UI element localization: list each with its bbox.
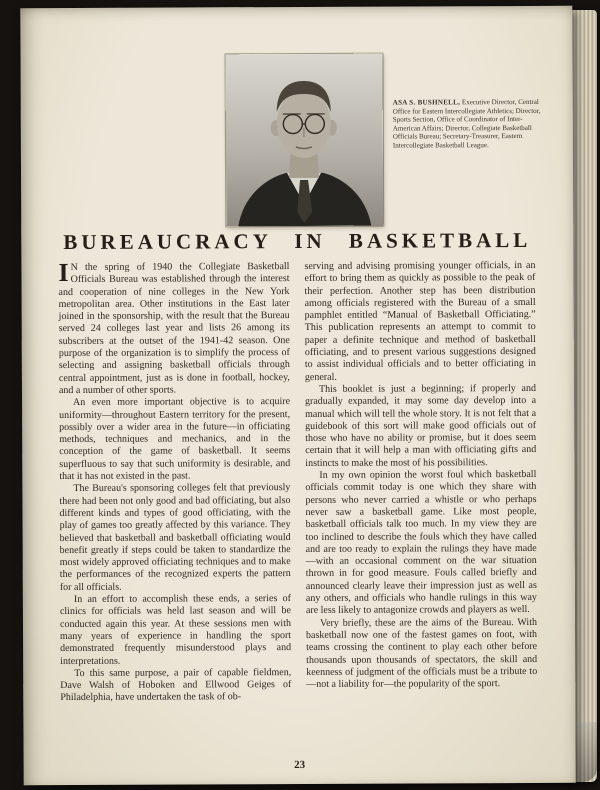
paragraph: In my own opinion the worst foul which basketball officials commit today is one which they share with persons who never carried a whistle or who perhaps never saw a basketball game. Like most people, basketball officials talk too much. In my view they are too inclined to describe the fouls which they have called and are too ready to explain the rulings they have made—with an occasional comment on the war situation thrown in for good measure. Fouls called briefly and announced clearly leave their impression just as well as any others, and officials who handle rulings in this way are less likely to antagonize crowds and players as well. — [305, 469, 537, 617]
paragraph: The Bureau's sponsoring colleges felt that previously there had been not only good and bad officiating, but also different kinds and types of good officiating, with the play of games too greatly affected by this variance. They believed that basketball and basketball officiating would benefit greatly if steps could be taken to standardize the most widely approved officiating techniques and to make the performances of the recognized experts the pattern for all officials. — [59, 482, 291, 593]
paragraph: Very briefly, these are the aims of the Bureau. With basketball now one of the fastest games on foot, with teams crossing the continent to play each other before thousands upon thousands of spectators, the skill and keenness of judgment of the officials must be a tribute to—not a liability for—the popularity of the sport. — [306, 616, 538, 691]
paragraph: An even more important objective is to acquire uniformity—throughout Eastern territory for the present, possibly over a wider area in the future—in officiating methods, techniques and mechanics, and in the conception of the game of basketball. It seems superfluous to say that such uniformity is desirable, and that it has not existed in the past. — [59, 396, 291, 483]
page-number: 23 — [294, 758, 306, 772]
article-body — [58, 257, 538, 705]
right-column — [304, 260, 537, 704]
portrait-illustration — [226, 54, 384, 227]
article-title: BUREAUCRACY IN BASKETBALL — [63, 227, 532, 255]
magazine-page — [20, 6, 575, 785]
paragraph-text: N the spring of 1940 the Collegiate Basketball Officials Bureau was established through the interest and cooperation of nine colleges in the New York metropolitan area. Other institutions in the East later joined in the sponsorship, with the result that the Bureau served 24 colleges last year and lists 26 among its subscribers at the outset of the 1941-42 season. One purpose of the organization is to simplify the process of selecting and assigning basketball officials through central appointment, just as is done in football, hockey, and a number of other sports. — [58, 261, 290, 397]
paragraph: To this same purpose, a pair of capable fieldmen, Dave Walsh of Hoboken and Ellwood Geiges of Philadelphia, have undertaken the task of ob- — [60, 666, 292, 704]
paragraph: In an effort to accomplish these ends, a series of clinics for officials was held last season and will be conducted again this year. At these sessions men with many years of experience in handling the sport demonstrated frequently misunderstood plays and interpretations. — [59, 593, 292, 667]
left-column — [58, 257, 292, 705]
paragraph: This booklet is just a beginning; if properly and gradually expanded, it may some day develop into a manual which will tell the whole story. It is not felt that a guidebook of this sort will make good officials out of those who have no ability or promise, but it does seem certain that it will help a man with officiating gifts and instincts to make the most of his possibilities. — [305, 382, 537, 469]
caption-name: ASA S. BUSHNELL, — [392, 98, 461, 107]
caption-text: Executive Director, Central Office for Eastern Intercollegiate Athletics; Director, Sports Section, Office of Coordinator of Inter-American Affairs; Director, Collegiate Basketball Officials Bureau; Secretary-Treasurer, Eastern Intercollegiate Basketball League. — [392, 97, 541, 150]
paragraph — [58, 257, 290, 397]
drop-cap: I — [58, 257, 69, 288]
portrait-photo — [226, 54, 384, 227]
paragraph: serving and advising promising younger officials, in an effort to bring them as quickly as possible to the peak of their perfection. Another step has been distribution among officials registered with the Bureau of a small pamphlet entitled “Manual of Basketball Officiating.” This publication represents an attempt to commit to paper a definite technique and method of basketball officiating, and to present various suggestions designed to assist individual officials and to better officiating in general. — [304, 259, 536, 383]
photo-caption — [393, 98, 545, 150]
